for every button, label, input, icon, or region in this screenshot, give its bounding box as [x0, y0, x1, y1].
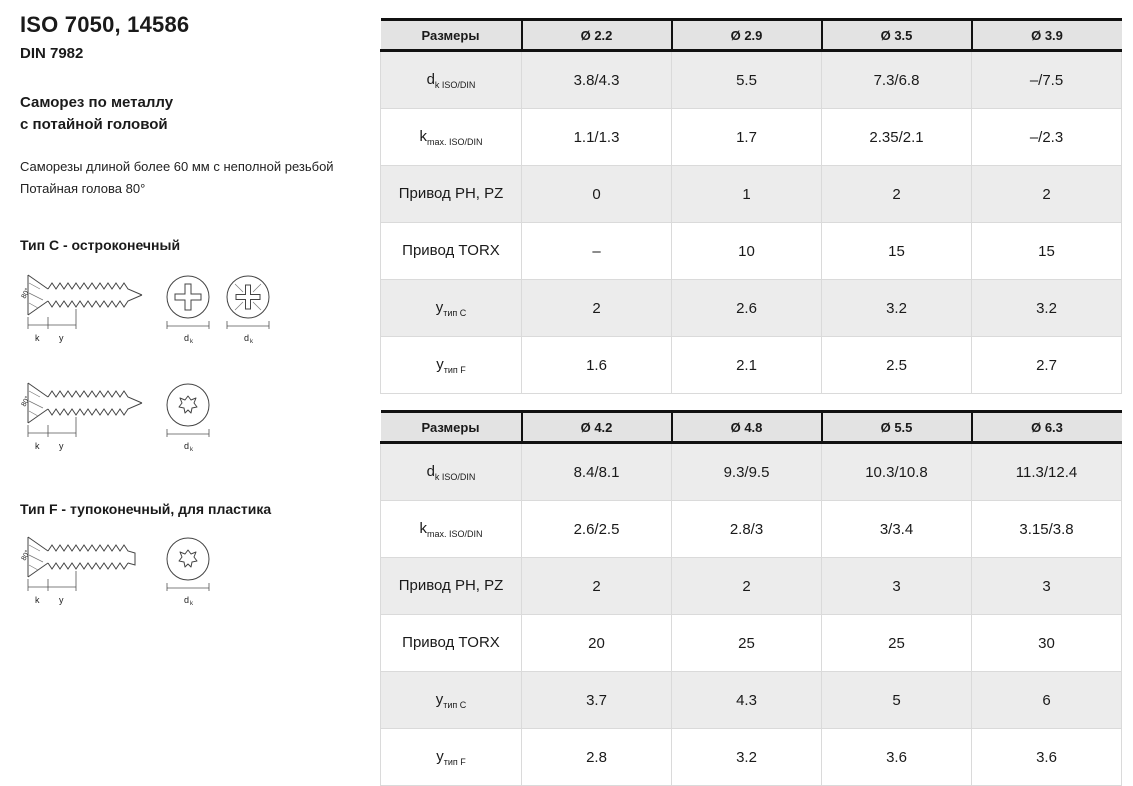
cell-y-type-c: 6 — [972, 672, 1122, 729]
type-c-drawing-ph-pz — [20, 267, 365, 363]
cell-y-type-c: 4.3 — [672, 672, 822, 729]
row-label-drive-ph-pz: Привод PH, PZ — [381, 558, 522, 615]
cell-kmax: 1.1/1.3 — [522, 109, 672, 166]
cell-kmax: 2.35/2.1 — [822, 109, 972, 166]
dim-dk-sub: k — [190, 601, 193, 607]
cell-drive-torx: 30 — [972, 615, 1122, 672]
row-label-drive-torx: Привод TORX — [381, 615, 522, 672]
cell-drive-ph-pz: 3 — [972, 558, 1122, 615]
table-header-diameter: Ø 4.2 — [522, 412, 672, 443]
table-row-y-type-c — [381, 672, 1122, 729]
screw-profile — [20, 383, 142, 451]
dim-y-label: y — [59, 441, 64, 451]
cell-kmax: –/2.3 — [972, 109, 1122, 166]
cell-kmax: 2.8/3 — [672, 501, 822, 558]
screw-profile — [20, 275, 142, 343]
dim-k-label: k — [35, 441, 40, 451]
row-label-y-type-c: $y_{тип C}$ — [381, 672, 522, 729]
cell-kmax: 3.15/3.8 — [972, 501, 1122, 558]
table-row-dk — [381, 443, 1122, 501]
cell-y-type-f: 3.6 — [972, 729, 1122, 786]
cell-drive-ph-pz: 3 — [822, 558, 972, 615]
table-header-diameter: Ø 2.9 — [672, 20, 822, 51]
cell-drive-torx: – — [522, 223, 672, 280]
row-label-kmax: $k_{max. ISO/DIN}$ — [381, 501, 522, 558]
torx-drive-icon — [167, 384, 209, 453]
table-header-diameter: Ø 6.3 — [972, 412, 1122, 443]
cell-y-type-f: 2.5 — [822, 337, 972, 394]
cell-drive-ph-pz: 2 — [672, 558, 822, 615]
cell-y-type-c: 2.6 — [672, 280, 822, 337]
table-header-diameter: Ø 3.9 — [972, 20, 1122, 51]
page-title: ISO 7050, 14586 — [20, 12, 190, 37]
table-row-drive-torx — [381, 615, 1122, 672]
cell-dk: –/7.5 — [972, 51, 1122, 109]
info-panel — [20, 12, 372, 627]
cell-kmax: 1.7 — [672, 109, 822, 166]
dim-dk-sub: k — [190, 447, 193, 453]
cell-y-type-f: 2.7 — [972, 337, 1122, 394]
dim-k-label: k — [35, 595, 40, 605]
dim-dk-label: d — [244, 333, 250, 343]
cell-y-type-f: 3.2 — [672, 729, 822, 786]
size-table-large-diameters — [380, 410, 1122, 786]
table-header-diameter: Ø 5.5 — [822, 412, 972, 443]
dim-y-label: y — [59, 333, 64, 343]
cell-y-type-f: 2.1 — [672, 337, 822, 394]
table-row-kmax — [381, 501, 1122, 558]
row-label-drive-torx: Привод TORX — [381, 223, 522, 280]
cell-y-type-c: 2 — [522, 280, 672, 337]
product-description — [20, 156, 372, 202]
cell-drive-torx: 25 — [822, 615, 972, 672]
ph-drive-icon — [167, 276, 209, 345]
type-f-drawing-torx — [20, 527, 365, 627]
cell-y-type-c: 3.7 — [522, 672, 672, 729]
cell-dk: 5.5 — [672, 51, 822, 109]
table-row-y-type-c — [381, 280, 1122, 337]
product-name-line2: с потайной головой — [20, 115, 168, 133]
table-row-y-type-f — [381, 337, 1122, 394]
description-line1: Саморезы длиной более 60 мм с неполной резьбой — [20, 158, 334, 174]
row-label-kmax: $k_{max. ISO/DIN}$ — [381, 109, 522, 166]
table-row-kmax — [381, 109, 1122, 166]
table-header-diameter: Ø 3.5 — [822, 20, 972, 51]
type-f-label: Тип F - тупоконечный, для пластика — [20, 501, 272, 517]
cell-drive-ph-pz: 2 — [822, 166, 972, 223]
row-label-y-type-f: $y_{тип F}$ — [381, 337, 522, 394]
cell-kmax: 3/3.4 — [822, 501, 972, 558]
table-header-row — [381, 20, 1122, 51]
dim-dk-label: d — [184, 441, 190, 451]
table-row-dk — [381, 51, 1122, 109]
cell-dk: 7.3/6.8 — [822, 51, 972, 109]
page-subtitle: DIN 7982 — [20, 45, 84, 62]
cell-y-type-c: 3.2 — [822, 280, 972, 337]
cell-dk: 11.3/12.4 — [972, 443, 1122, 501]
table-row-drive-torx — [381, 223, 1122, 280]
cell-y-type-f: 2.8 — [522, 729, 672, 786]
cell-dk: 3.8/4.3 — [522, 51, 672, 109]
angle-label: 80° — [20, 395, 32, 408]
pz-drive-icon — [227, 276, 269, 345]
cell-y-type-c: 3.2 — [972, 280, 1122, 337]
row-label-drive-ph-pz: Привод PH, PZ — [381, 166, 522, 223]
dim-dk-label: d — [184, 333, 190, 343]
screw-profile — [20, 537, 135, 605]
cell-y-type-c: 5 — [822, 672, 972, 729]
table-header-row — [381, 412, 1122, 443]
cell-dk: 9.3/9.5 — [672, 443, 822, 501]
dim-dk-label: d — [184, 595, 190, 605]
cell-drive-torx: 15 — [822, 223, 972, 280]
type-c-label: Тип C - остроконечный — [20, 237, 181, 253]
cell-drive-ph-pz: 1 — [672, 166, 822, 223]
cell-drive-ph-pz: 0 — [522, 166, 672, 223]
cell-drive-ph-pz: 2 — [972, 166, 1122, 223]
cell-y-type-f: 1.6 — [522, 337, 672, 394]
size-table-small-diameters — [380, 18, 1122, 394]
table-row-drive-ph-pz — [381, 166, 1122, 223]
description-line2: Потайная голова 80° — [20, 181, 146, 197]
table-header-diameter: Ø 4.8 — [672, 412, 822, 443]
type-c-drawing-torx — [20, 375, 365, 471]
product-name-line1: Саморез по металлу — [20, 94, 174, 111]
cell-drive-torx: 15 — [972, 223, 1122, 280]
dim-dk-sub: k — [190, 339, 193, 345]
product-name — [20, 92, 372, 136]
cell-kmax: 2.6/2.5 — [522, 501, 672, 558]
cell-drive-torx: 10 — [672, 223, 822, 280]
cell-drive-torx: 20 — [522, 615, 672, 672]
table-row-drive-ph-pz — [381, 558, 1122, 615]
row-label-y-type-f: $y_{тип F}$ — [381, 729, 522, 786]
cell-dk: 10.3/10.8 — [822, 443, 972, 501]
table-header-sizes: Размеры — [381, 20, 522, 51]
row-label-dk: $d_{k ISO/DIN}$ — [381, 443, 522, 501]
tables-panel — [380, 18, 1122, 786]
dim-k-label: k — [35, 333, 40, 343]
angle-label: 80° — [20, 549, 32, 562]
cell-drive-ph-pz: 2 — [522, 558, 672, 615]
dim-dk-sub: k — [250, 339, 253, 345]
table-header-sizes: Размеры — [381, 412, 522, 443]
table-row-y-type-f — [381, 729, 1122, 786]
row-label-dk: $d_{k ISO/DIN}$ — [381, 51, 522, 109]
cell-dk: 8.4/8.1 — [522, 443, 672, 501]
cell-drive-torx: 25 — [672, 615, 822, 672]
torx-drive-icon — [167, 538, 209, 607]
table-header-diameter: Ø 2.2 — [522, 20, 672, 51]
cell-y-type-f: 3.6 — [822, 729, 972, 786]
angle-label: 80° — [20, 287, 32, 300]
dim-y-label: y — [59, 595, 64, 605]
row-label-y-type-c: $y_{тип C}$ — [381, 280, 522, 337]
